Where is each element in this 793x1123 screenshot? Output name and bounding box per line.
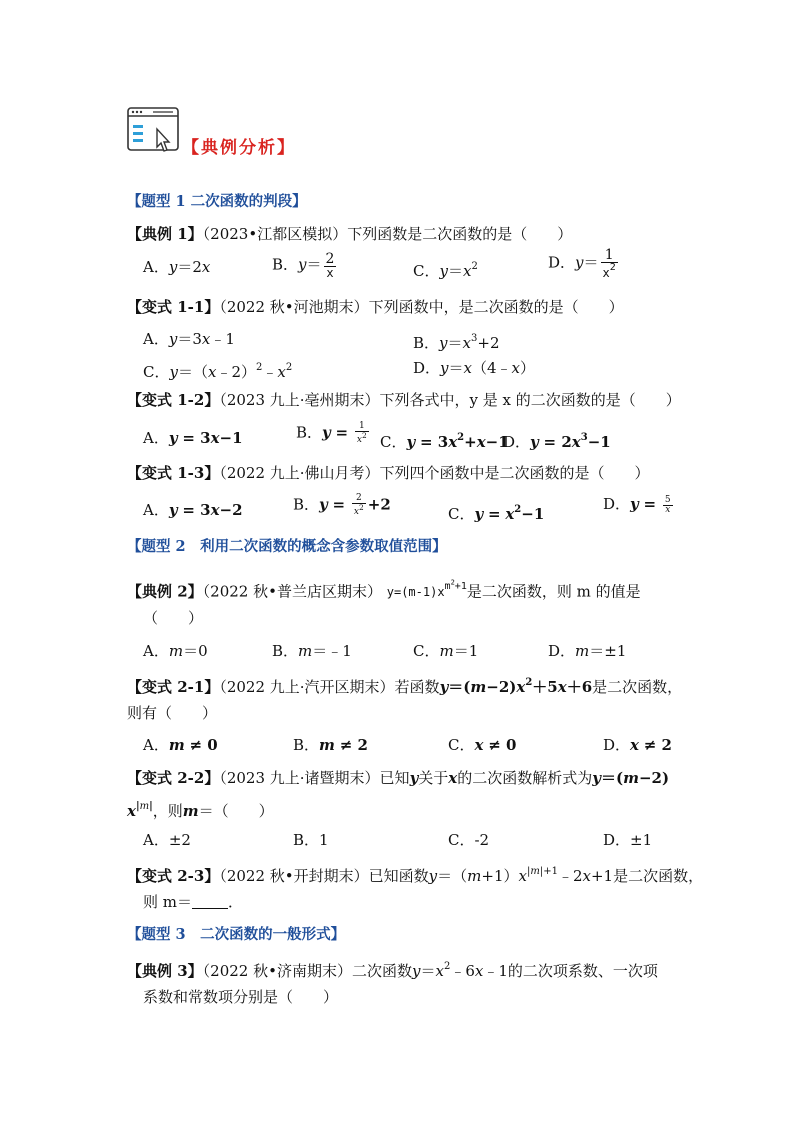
variant1-1-option-d: D．y＝x（4﹣x） (413, 359, 536, 377)
variant2-2-option-c: C．-2 (448, 831, 490, 849)
section-title: 【典例分析】 (182, 138, 296, 158)
variant2-1-stem: 【变式 2-1】（2022 九上·汽开区期末）若函数$y=(m-2)x^2+5x+6$是二次函数， (127, 677, 683, 696)
type1-heading: 【题型 1 二次函数的判段】 (127, 193, 307, 210)
example2-paren: （ ） (143, 609, 204, 627)
example3-stem: 【典例 3】（2022 秋•济南期末）二次函数$y=x^2﹣6x﹣1$的二次项系数、一次项 (127, 961, 658, 980)
example2-option-d: D．m＝±1 (548, 642, 627, 660)
example2-stem: 【典例 2】（2022 秋•普兰店区期末） $y=(m-1)x^{m^2+1}$是二次函数，则 m 的值是 (127, 579, 641, 601)
browser-hand-icon (127, 107, 181, 155)
variant1-3-option-b: B．y = $\frac{2}{x^2}$ +2 (293, 493, 391, 517)
variant2-2-option-b: B．1 (293, 831, 329, 849)
variant1-2-option-b: B．y = $\frac{1}{x^2}$ (296, 421, 367, 445)
variant1-1-option-b: B．$y=x^3+2$ (413, 333, 500, 352)
example1-stem: 【典例 1】（2023•江都区模拟）下列函数是二次函数的是（ ） (127, 225, 573, 243)
example3-line2: 系数和常数项分别是（ ） (143, 988, 339, 1006)
variant1-3-option-d: D．y = $\frac{5}{x}$ (603, 494, 671, 515)
variant2-1-option-a: A．m ≠ 0 (143, 736, 218, 754)
variant1-3-option-a: A．y = 3x−2 (143, 501, 243, 519)
type3-heading: 【题型 3 二次函数的一般形式】 (127, 926, 346, 943)
variant2-2-stem: 【变式 2-2】（2023 九上·诸暨期末）已知y关于x的二次函数解析式为y＝(m−2) (127, 769, 670, 787)
variant2-1-option-b: B．m ≠ 2 (293, 736, 368, 754)
variant1-2-option-c: C．$y = 3x^2+x-1$ (380, 432, 509, 451)
variant2-1-option-c: C．x ≠ 0 (448, 736, 517, 754)
variant2-3-stem: 【变式 2-3】（2022 秋•开封期末）已知函数$y=(m+1)x^{|m|+1}﹣2x+1$是二次函数， (127, 866, 704, 885)
variant2-3-line2: 则 m＝ ． (143, 893, 244, 911)
example1-option-d: D．y＝ $\frac{1}{x^2}$ (548, 247, 616, 280)
variant1-1-option-a: A．y＝3x﹣1 (143, 330, 235, 348)
variant1-1-option-c: C．$y=(x﹣2)^2﹣x^2$ (143, 362, 293, 381)
variant2-2-option-d: D．±1 (603, 831, 653, 849)
variant1-2-option-a: A．y = 3x−1 (143, 429, 243, 447)
variant1-2-option-d: D．$y = 2x^3-1$ (503, 432, 611, 451)
example2-option-a: A．m＝0 (143, 642, 208, 660)
variant2-2-option-a: A．±2 (143, 831, 191, 849)
variant1-3-option-c: C．$y = x^2-1$ (448, 504, 545, 523)
variant2-1-option-d: D．x ≠ 2 (603, 736, 672, 754)
variant1-2-stem: 【变式 1-2】（2023 九上·亳州期末）下列各式中，y 是 x 的二次函数的是（ ） (127, 391, 681, 409)
variant2-2-line2: $x^{|m|}$，则m＝（ ） (127, 801, 274, 820)
example1-option-a: A．y＝2x (143, 258, 211, 276)
variant1-1-stem: 【变式 1-1】（2022 秋•河池期末）下列函数中，是二次函数的是（ ） (127, 298, 624, 316)
type2-heading: 【题型 2 利用二次函数的概念含参数取值范围】 (127, 538, 447, 555)
example1-option-c: C．$y=x^2$ (413, 261, 478, 280)
variant1-3-stem: 【变式 1-3】（2022 九上·佛山月考）下列四个函数中是二次函数的是（ ） (127, 464, 650, 482)
example2-option-c: C．m＝1 (413, 642, 479, 660)
variant2-1-line2: 则有（ ） (127, 704, 218, 722)
example1-option-b: B．y＝ $\frac{2}{x}$ (272, 251, 335, 280)
example2-option-b: B．m＝﹣1 (272, 642, 352, 660)
answer-blank[interactable] (192, 894, 228, 909)
